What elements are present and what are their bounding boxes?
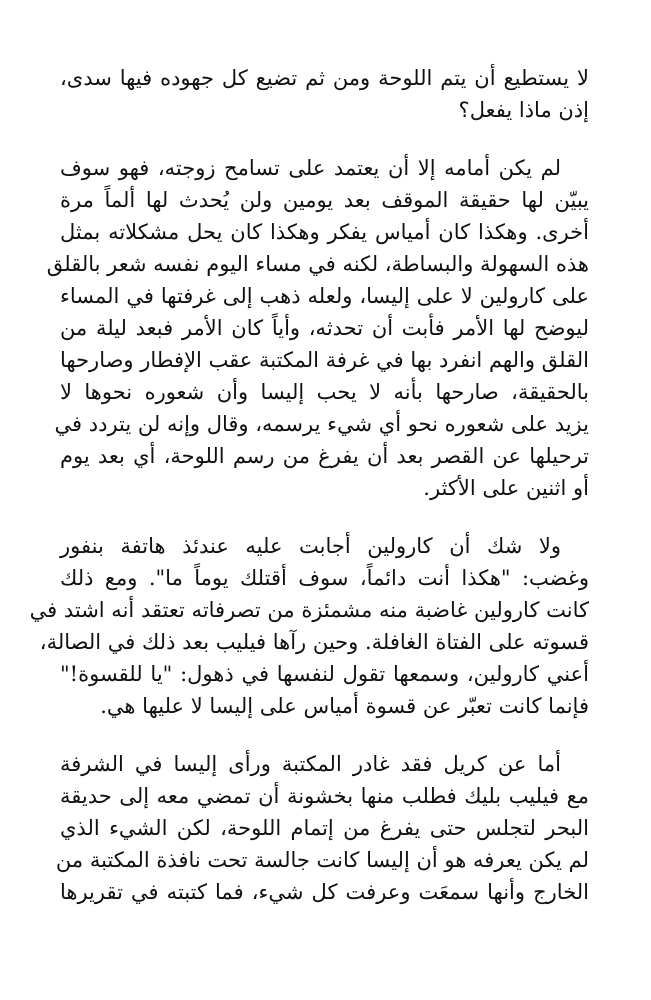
text-line: لم يكن أمامه إلا أن يعتمد على تسامح زوجته، فهو سوف bbox=[60, 156, 561, 180]
text-line: البحر لتجلس حتى يفرغ من إتمام اللوحة، لكن الشيء الذي bbox=[60, 816, 589, 840]
text-line: على كارولين لا على إليسا، ولعله ذهب إلى غرفتها في المساء bbox=[60, 284, 589, 308]
text-line: مع فيليب بليك فطلب منها بخشونة أن تمضي معه إلى حديقة bbox=[60, 784, 589, 808]
text-line: هذه السهولة والبساطة، لكنه في مساء اليوم نفسه شعر بالقلق bbox=[46, 252, 589, 276]
text-line: أو اثنين على الأكثر. bbox=[423, 476, 589, 500]
text-line: ليوضح لها الأمر فأبت أن تحدثه، وأياً كان الأمر فبعد ليلة من bbox=[60, 316, 589, 340]
text-line: لا يستطيع أن يتم اللوحة ومن ثم تضيع كل جهوده فيها سدى، bbox=[60, 66, 589, 90]
paragraph bbox=[29, 530, 589, 722]
text-line: بالحقيقة، صارحها بأنه لا يحب إليسا وأن شعوره نحوها لا bbox=[60, 380, 589, 404]
text-line: يبيّن لها حقيقة الموقف بعد يومين ولن يُحدث لها ألماً مرة bbox=[60, 188, 589, 212]
paragraph-spacer bbox=[60, 504, 589, 530]
text-line: وغضب: "هكذا أنت دائماً، سوف أقتلك يوماً ما". ومع ذلك bbox=[60, 566, 589, 590]
paragraph bbox=[46, 152, 589, 504]
text-line: إذن ماذا يفعل؟ bbox=[458, 98, 589, 122]
text-line: القلق والهم انفرد بها في غرفة المكتبة عقب الإفطار وصارحها bbox=[60, 348, 589, 372]
text-line: ولا شك أن كارولين أجابت عليه عندئذ هاتفة بنفور bbox=[60, 534, 561, 558]
text-line: أعني كارولين، وسمعها تقول لنفسها في ذهول: "يا للقسوة!" bbox=[60, 662, 589, 686]
paragraph-spacer bbox=[60, 722, 589, 748]
text-line: أما عن كريل فقد غادر المكتبة ورأى إليسا في الشرفة bbox=[60, 752, 561, 776]
text-line: قسوته على الفتاة الغافلة. وحين رآها فيليب بعد ذلك في الصالة، bbox=[39, 630, 589, 654]
text-line: لم يكن يعرفه هو أن إليسا كانت جالسة تحت نافذة المكتبة من bbox=[55, 848, 589, 872]
text-line: أخرى. وهكذا كان أمياس يفكر وهكذا كان يحل مشكلاته بمثل bbox=[60, 220, 589, 244]
paragraph bbox=[60, 62, 589, 126]
text-line: ترحيلها عن القصر بعد أن يفرغ من رسم اللوحة، أي بعد يوم bbox=[60, 444, 589, 468]
text-line: يزيد على شعوره نحو أي شيء يرسمه، وقال وإنه لن يتردد في bbox=[54, 412, 589, 436]
paragraph-spacer bbox=[60, 126, 589, 152]
text-line: فإنما كانت تعبّر عن قسوة أمياس على إليسا لا عليها هي. bbox=[100, 694, 589, 718]
text-line: الخارج وأنها سمعَت وعرفت كل شيء، فما كتبته في تقريرها bbox=[60, 880, 589, 904]
text-line: كانت كارولين غاضبة منه مشمئزة من تصرفاته تعتقد أنه اشتد في bbox=[29, 598, 589, 622]
paragraph bbox=[55, 748, 589, 908]
